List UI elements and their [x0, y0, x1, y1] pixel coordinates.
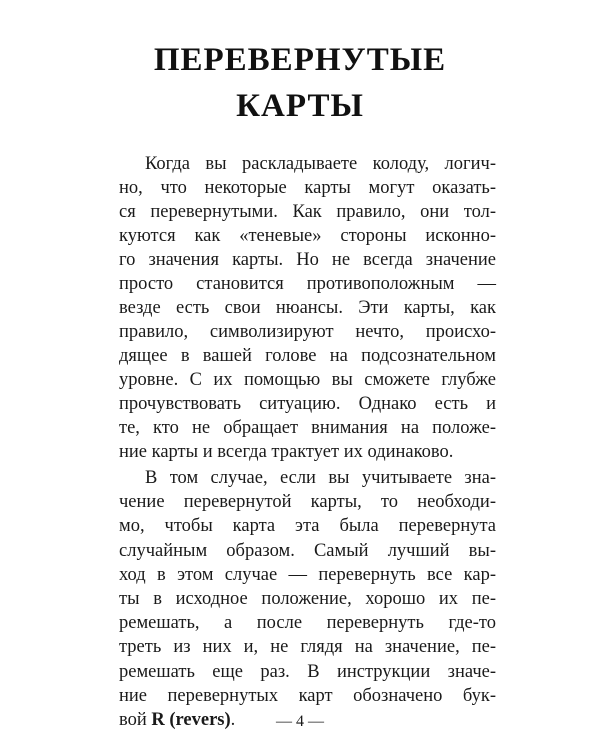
page-number: — 4 —: [276, 713, 324, 730]
paragraph-2-line: ход в этом случае — перевернуть все кар-: [119, 564, 496, 585]
paragraph-1-line: правило, символизируют нечто, происхо-: [119, 322, 496, 342]
paragraph-2-line: треть из них и, не глядя на значение, пе-: [119, 637, 496, 658]
paragraph-1-line: ние карты и всегда трактует их одинаково.: [119, 442, 454, 462]
paragraph-1-line: куются как «теневые» стороны исконно-: [119, 226, 496, 246]
paragraph-2-line: мо, чтобы карта эта была перевернута: [119, 516, 496, 537]
revers-term: R (revers): [151, 710, 231, 730]
paragraph-1-line: просто становится противоположным —: [119, 274, 496, 294]
paragraph-2-line: ремешать еще раз. В инструкции значе-: [119, 661, 496, 682]
paragraph-1-line: дящее в вашей голове на подсознательном: [119, 346, 496, 366]
paragraph-1-line: те, кто не обращает внимания на положе-: [119, 418, 496, 438]
last-line-prefix: вой: [119, 710, 152, 730]
paragraph-1-line: везде есть свои нюансы. Эти карты, как: [119, 298, 496, 318]
paragraph-2-line: ты в исходное положение, хорошо их пе-: [119, 589, 496, 609]
paragraph-1-line: го значения карты. Но не всегда значение: [119, 250, 496, 270]
paragraph-2-line: случайным образом. Самый лучший вы-: [119, 540, 496, 561]
paragraph-2-line: В том случае, если вы учитываете зна-: [145, 468, 496, 488]
paragraph-1-line: уровне. С их помощью вы сможете глубже: [119, 370, 496, 390]
paragraph-2-line: чение перевернутой карты, то необходи-: [119, 492, 496, 513]
paragraph-1-line: Когда вы раскладываете колоду, логич-: [145, 154, 496, 174]
paragraph-1-line: но, что некоторые карты могут оказать-: [119, 178, 496, 198]
paragraph-2-line: ние перевернутых карт обозначено бук-: [119, 685, 496, 706]
paragraph-1-line: прочувствовать ситуацию. Однако есть и: [119, 394, 496, 414]
paragraph-2-line: ремешать, а после перевернуть где-то: [119, 613, 496, 634]
chapter-title-line-2: КАРТЫ: [236, 88, 364, 124]
paragraph-1-line: ся перевернутыми. Как правило, они тол-: [119, 202, 496, 222]
last-line-suffix: .: [230, 710, 236, 730]
chapter-title-line-1: ПЕРЕВЕРНУТЫЕ: [153, 42, 447, 78]
